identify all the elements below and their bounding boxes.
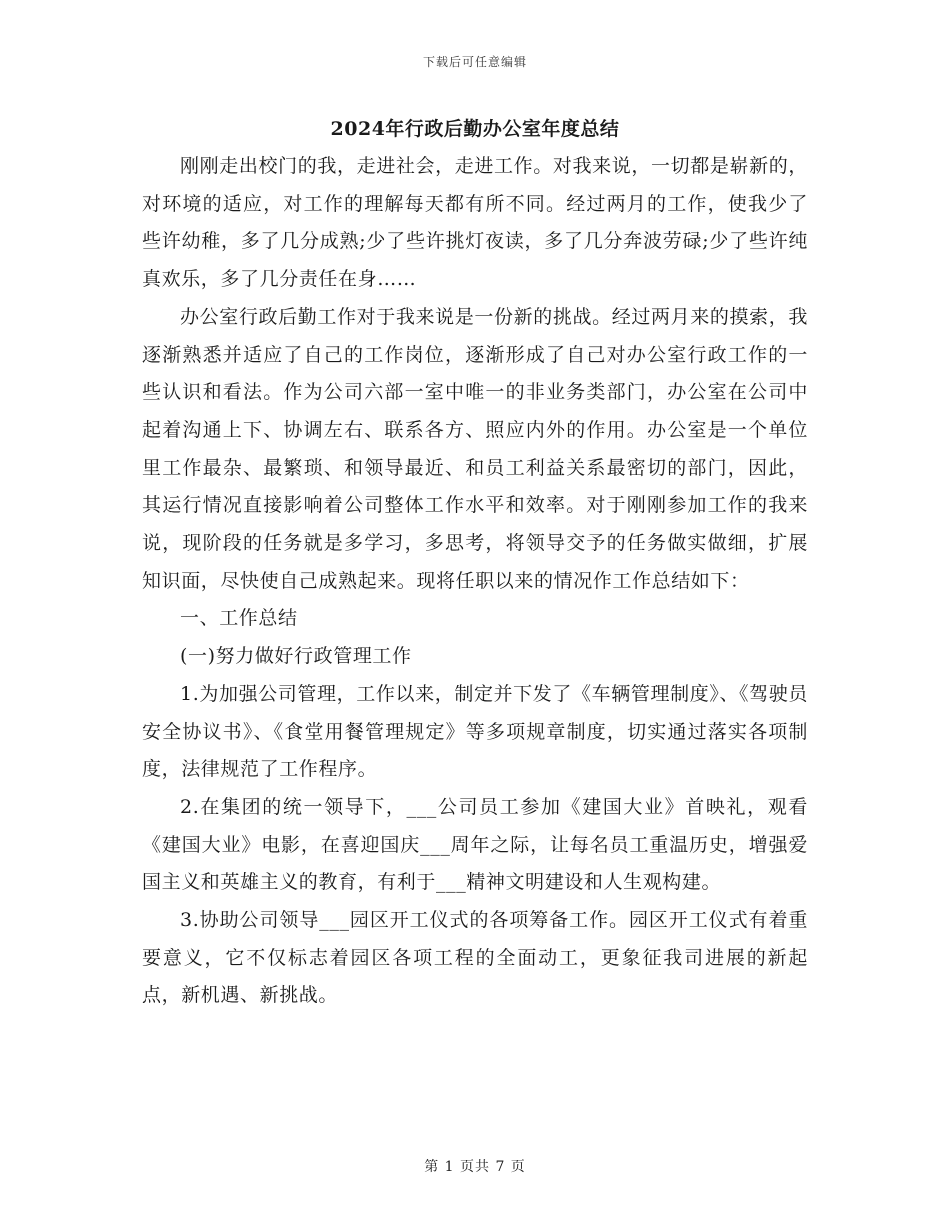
paragraph-overview: 办公室行政后勤工作对于我来说是一份新的挑战。经过两月来的摸索，我逐渐熟悉并适应了自己的工作岗位，逐渐形成了自己对办公室行政工作的一些认识和看法。作为公司六部一室中唯一的非业务类部门，办公室在公司中起着沟通上下、协调左右、联系各方、照应内外的作用。办公室是一个单位里工作最杂、最繁琐、和领导最近、和员工利益关系最密切的部门，因此，其运行情况直接影响着公司整体工作水平和效率。对于刚刚参加工作的我来说，现阶段的任务就是多学习，多思考，将领导交予的任务做实做细，扩展知识面，尽快使自己成熟起来。现将任职以来的情况作工作总结如下： [142, 305, 808, 592]
document-title: 2024年行政后勤办公室年度总结 [330, 118, 620, 140]
list-item: 2.在集团的统一领导下，___公司员工参加《建国大业》首映礼，观看《建国大业》电影，在喜迎国庆___周年之际，让每名员工重温历史，增强爱国主义和英雄主义的教育，有利于___精神文明建设和人生观构建。 [142, 795, 808, 894]
list-item: 1.为加强公司管理，工作以来，制定并下发了《车辆管理制度》、《驾驶员安全协议书》、《食堂用餐管理规定》等多项规章制度，切实通过落实各项制度，法律规范了工作程序。 [142, 682, 808, 781]
list-item: 3.协助公司领导___园区开工仪式的各项筹备工作。园区开工仪式有着重要意义，它不仅标志着园区各项工程的全面动工，更象征我司进展的新起点，新机遇、新挑战。 [142, 909, 808, 1007]
header-note: 下载后可任意编辑 [422, 55, 527, 69]
subsection-heading: (一)努力做好行政管理工作 [180, 645, 412, 668]
document-body [142, 148, 808, 1015]
section-heading: 一、工作总结 [180, 607, 298, 630]
paragraph-intro: 刚刚走出校门的我，走进社会，走进工作。对我来说，一切都是崭新的，对环境的适应，对工作的理解每天都有所不同。经过两月的工作，使我少了些许幼稚，多了几分成熟;少了些许挑灯夜读，多了几分奔波劳碌;少了些许纯真欢乐，多了几分责任在身…… [142, 155, 808, 291]
page-number: 第 1 页共 7 页 [424, 1159, 526, 1175]
